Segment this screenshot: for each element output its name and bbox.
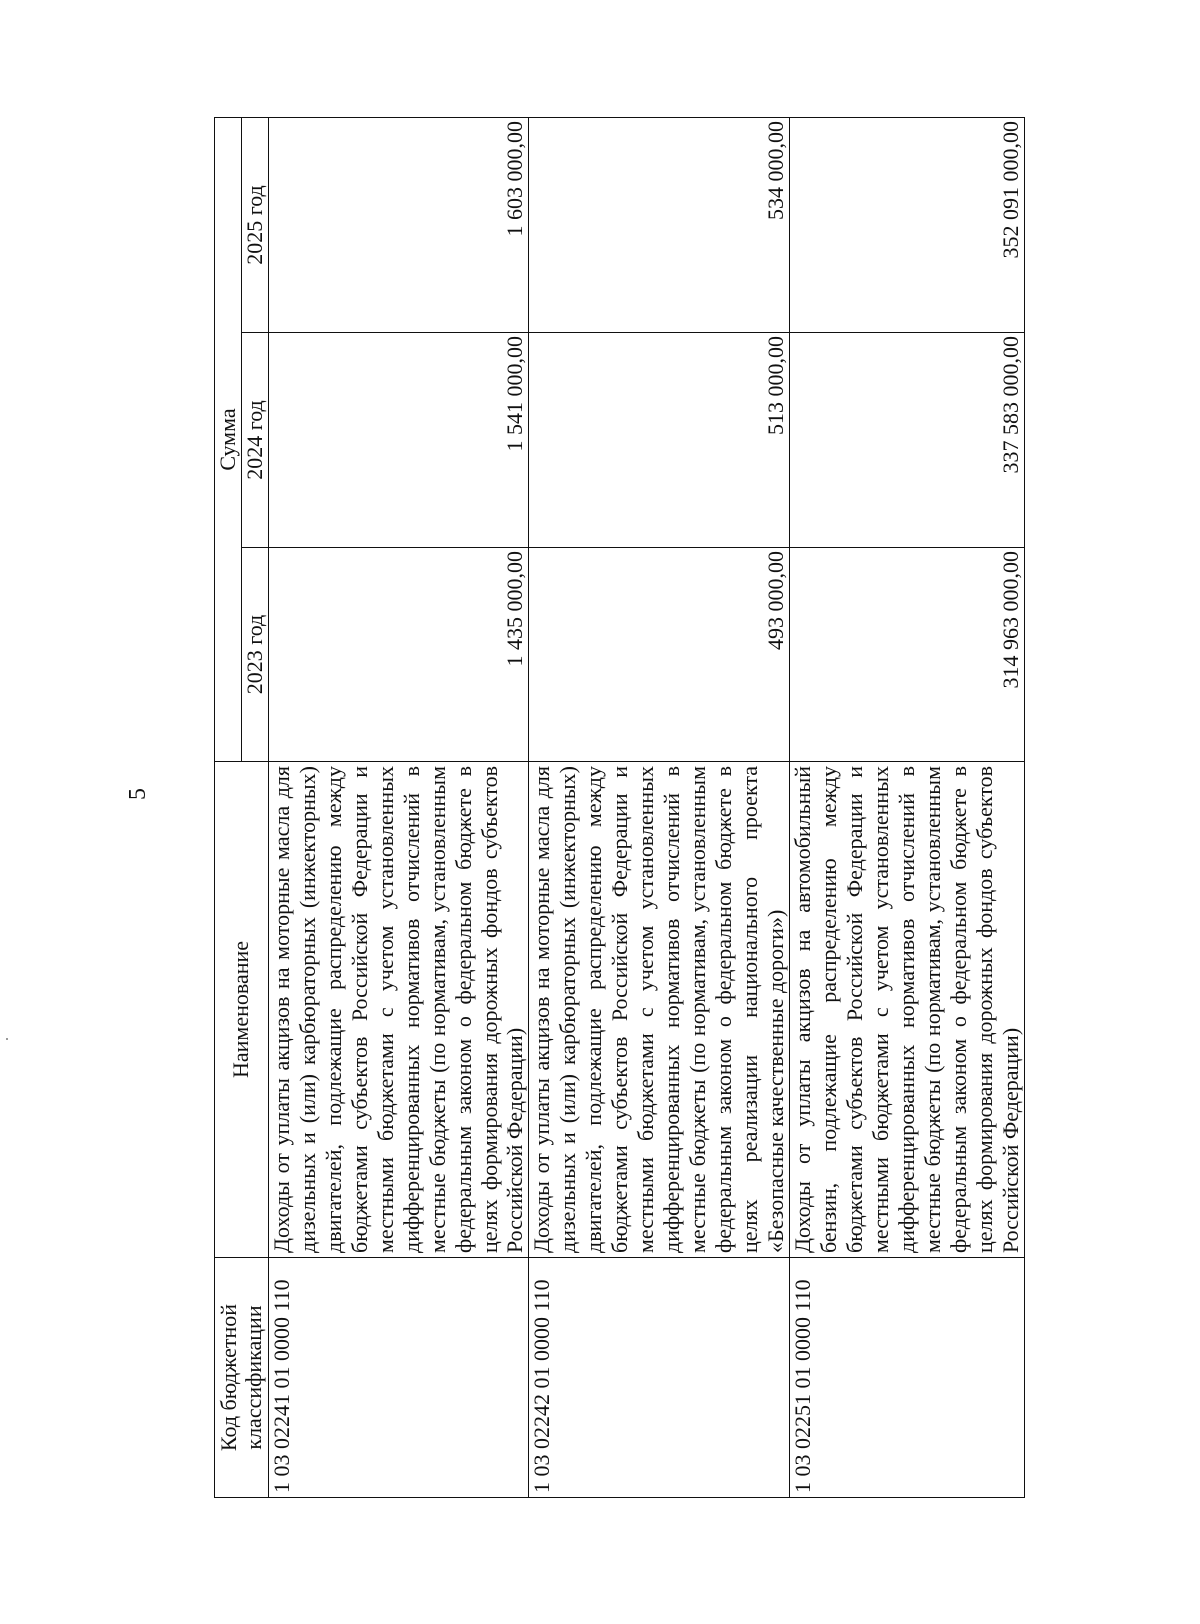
table-row [268, 118, 529, 1498]
scan-artifact [6, 1038, 8, 1040]
cell-amount-2025: 1 603 000,00 [268, 118, 529, 333]
cell-amount-2024: 337 583 000,00 [789, 333, 1024, 548]
rotated-table-wrapper [214, 118, 1025, 1498]
header-year-2023: 2023 год [241, 548, 268, 762]
header-code: Код бюджетной классификации [215, 1258, 269, 1498]
header-year-2025: 2025 год [241, 118, 268, 333]
table-row [789, 118, 1024, 1498]
cell-name: Доходы от уплаты акцизов на моторные масла для дизельных и (или) карбюраторных (инжекторных) двигателей, подлежащие распределению между бюджетами субъектов Российской Федерации и местными бюджетами с учетом установленных дифференцированных нормативов отчислений в местные бюджеты (по нормативам, установленным федеральным законом о федеральном бюджете в целях формирования дорожных фондов субъектов Российской Федерации) [268, 762, 529, 1258]
cell-code: 1 03 02251 01 0000 110 [789, 1258, 1024, 1498]
cell-amount-2024: 513 000,00 [529, 333, 790, 548]
header-name: Наименование [215, 762, 269, 1258]
cell-name: Доходы от уплаты акцизов на моторные масла для дизельных и (или) карбюраторных (инжекторных) двигателей, подлежащие распределению между бюджетами субъектов Российской Федерации и местными бюджетами с учетом установленных дифференцированных нормативов отчислений в местные бюджеты (по нормативам, установленным федеральным законом о федеральном бюджете в целях реализации национального проекта «Безопасные качественные дороги») [529, 762, 790, 1258]
header-row-main [215, 118, 242, 1498]
cell-amount-2024: 1 541 000,00 [268, 333, 529, 548]
cell-amount-2025: 534 000,00 [529, 118, 790, 333]
cell-code: 1 03 02241 01 0000 110 [268, 1258, 529, 1498]
header-year-2024: 2024 год [241, 333, 268, 548]
header-sum: Сумма [215, 118, 242, 762]
table-row [529, 118, 790, 1498]
revenue-table [214, 117, 1025, 1498]
cell-code: 1 03 02242 01 0000 110 [529, 1258, 790, 1498]
cell-amount-2023: 1 435 000,00 [268, 548, 529, 762]
cell-amount-2023: 493 000,00 [529, 548, 790, 762]
page-number: 5 [125, 788, 151, 800]
cell-amount-2025: 352 091 000,00 [789, 118, 1024, 333]
cell-amount-2023: 314 963 000,00 [789, 548, 1024, 762]
cell-name: Доходы от уплаты акцизов на автомобильный бензин, подлежащие распределению между бюджетами субъектов Российской Федерации и местными бюджетами с учетом установленных дифференцированных нормативов отчислений в местные бюджеты (по нормативам, установленным федеральным законом о федеральном бюджете в целях формирования дорожных фондов субъектов Российской Федерации) [789, 762, 1024, 1258]
